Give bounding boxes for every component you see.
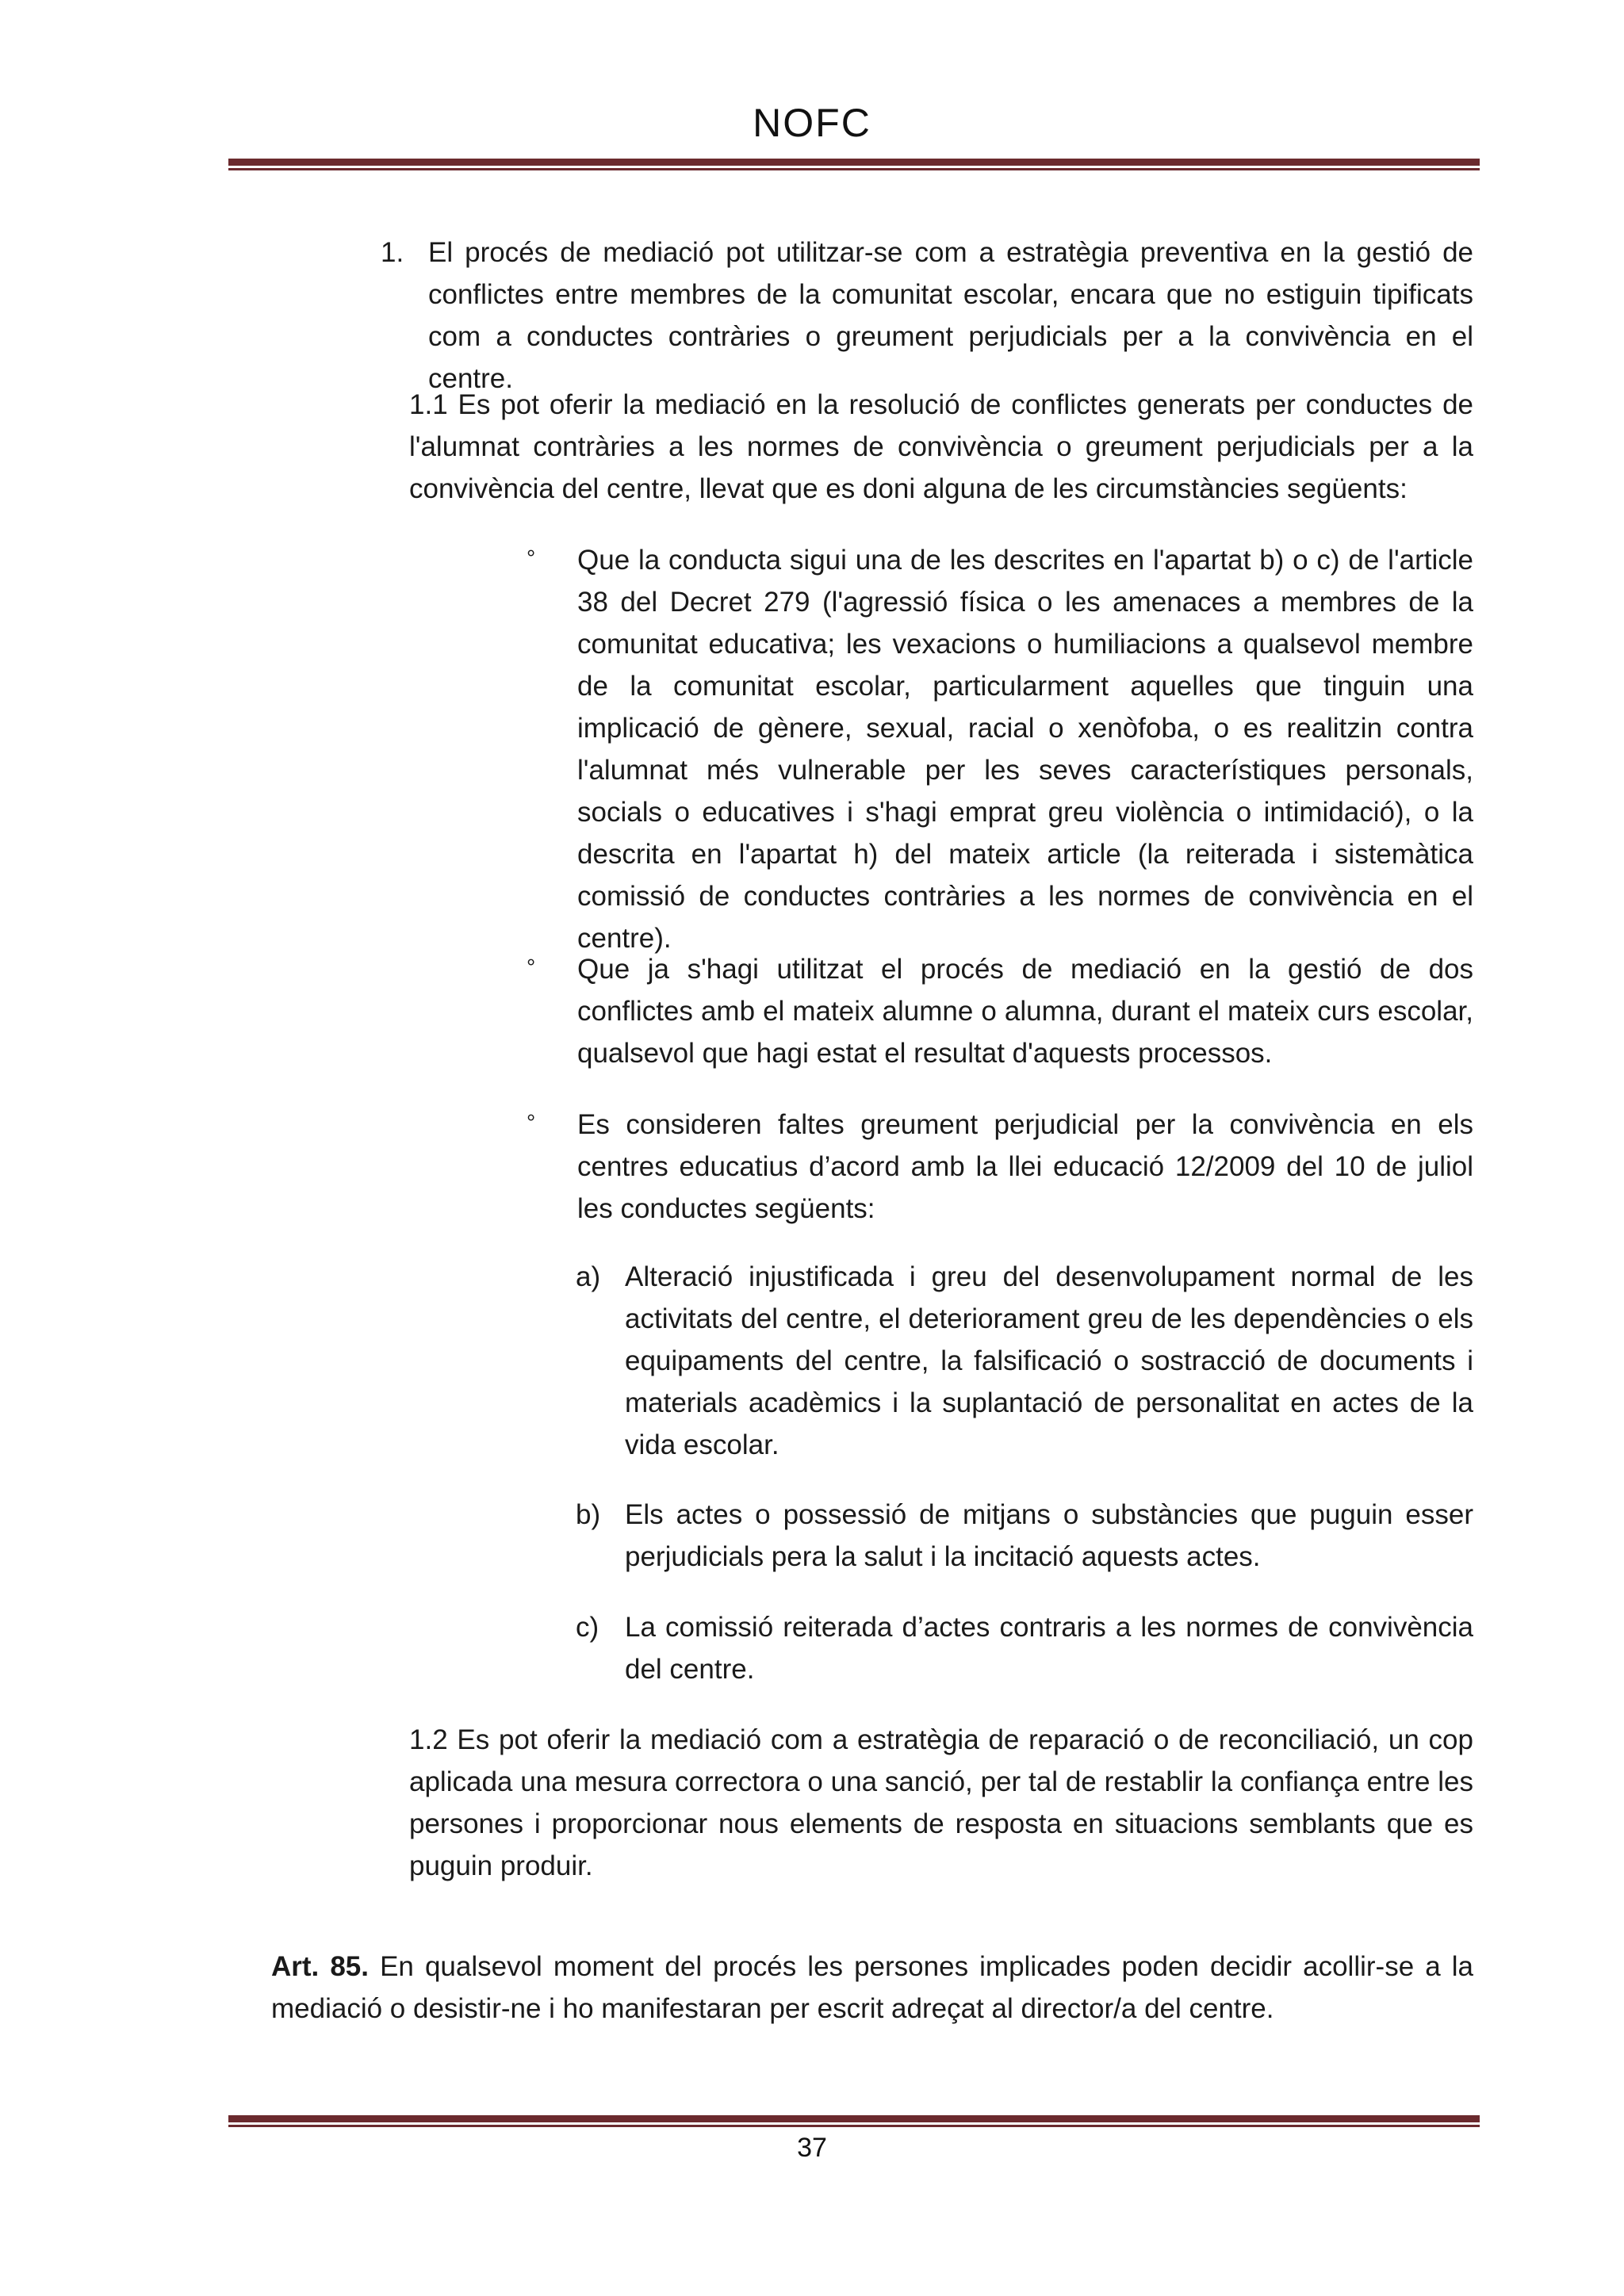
bullet-symbol: ° xyxy=(527,545,536,570)
subitem-letter: a) xyxy=(576,1261,601,1292)
article-85-label: Art. 85. xyxy=(271,1951,369,1982)
page-number: 37 xyxy=(797,2133,827,2163)
item-1-1-text: 1.1 Es pot oferir la mediació en la resolució de conflictes generats per conductes de l'alumnat contràries a les normes de convivència o greument perjudicials per a la convivència del centre, llevat que es doni alguna de les circumstàncies següents: xyxy=(409,389,1473,504)
bullet-1-text: Que la conducta sigui una de les descrites en l'apartat b) o c) de l'article 38 del Decret 279 (l'agressió física o les amenaces a membres de la comunitat educativa; les vexacions o humiliacions a qualsevol membre de la comunitat escolar, particularment aquelles que tinguin una implicació de gènere, sexual, racial o xenòfoba, o es realitzin contra l'alumnat més vulnerable per les seves característiques personals, socials o educatives i s'hagi emprat greu violència o intimidació), o la descrita en l'apartat h) del mateix article (la reiterada i sistemàtica comissió de conductes contràries a les normes de convivència en el centre). xyxy=(577,545,1473,954)
subitem-b-text: Els actes o possessió de mitjans o substàncies que puguin esser perjudicials pera la salut i la incitació aquests actes. xyxy=(625,1499,1473,1572)
footer-rule xyxy=(228,2115,1480,2127)
item-1-text: El procés de mediació pot utilitzar-se com a estratègia preventiva en la gestió de conflictes entre membres de la comunitat escolar, encara que no estiguin tipificats com a conductes contràries o greument perjudicials per a la convivència en el centre. xyxy=(428,237,1473,394)
header-rule xyxy=(228,159,1480,170)
bullet-2-text: Que ja s'hagi utilitzat el procés de mediació en la gestió de dos conflictes amb el mateix alumne o alumna, durant el mateix curs escolar, qualsevol que hagi estat el resultat d'aquests processos. xyxy=(577,954,1473,1069)
item-number: 1. xyxy=(381,237,404,268)
item-1-2-text: 1.2 Es pot oferir la mediació com a estratègia de reparació o de reconciliació, un cop aplicada una mesura correctora o una sanció, per tal de restablir la confiança entre les persones i proporcionar nous elements de resposta en situacions semblants que es puguin produir. xyxy=(409,1724,1473,1881)
bullet-symbol: ° xyxy=(527,1110,536,1135)
subitem-c-text: La comissió reiterada d’actes contraris a les normes de convivència del centre. xyxy=(625,1612,1473,1685)
page-header-title: NOFC xyxy=(753,101,871,145)
article-85-paragraph xyxy=(271,1946,1473,2030)
subitem-a-text: Alteració injustificada i greu del desenvolupament normal de les activitats del centre, el deteriorament greu de les dependències o els equipaments del centre, la falsificació o sostracció de documents i materials acadèmics i la suplantació de personalitat en actes de la vida escolar. xyxy=(625,1261,1473,1460)
article-85-text: En qualsevol moment del procés les persones implicades poden decidir acollir-se a la mediació o desistir-ne i ho manifestaran per escrit adreçat al director/a del centre. xyxy=(271,1951,1473,2024)
bullet-3-text: Es consideren faltes greument perjudicial per la convivència en els centres educatius d’acord amb la llei educació 12/2009 del 10 de juliol les conductes següents: xyxy=(577,1109,1473,1224)
subitem-letter: c) xyxy=(576,1612,599,1643)
subitem-letter: b) xyxy=(576,1499,601,1530)
bullet-symbol: ° xyxy=(527,955,536,979)
